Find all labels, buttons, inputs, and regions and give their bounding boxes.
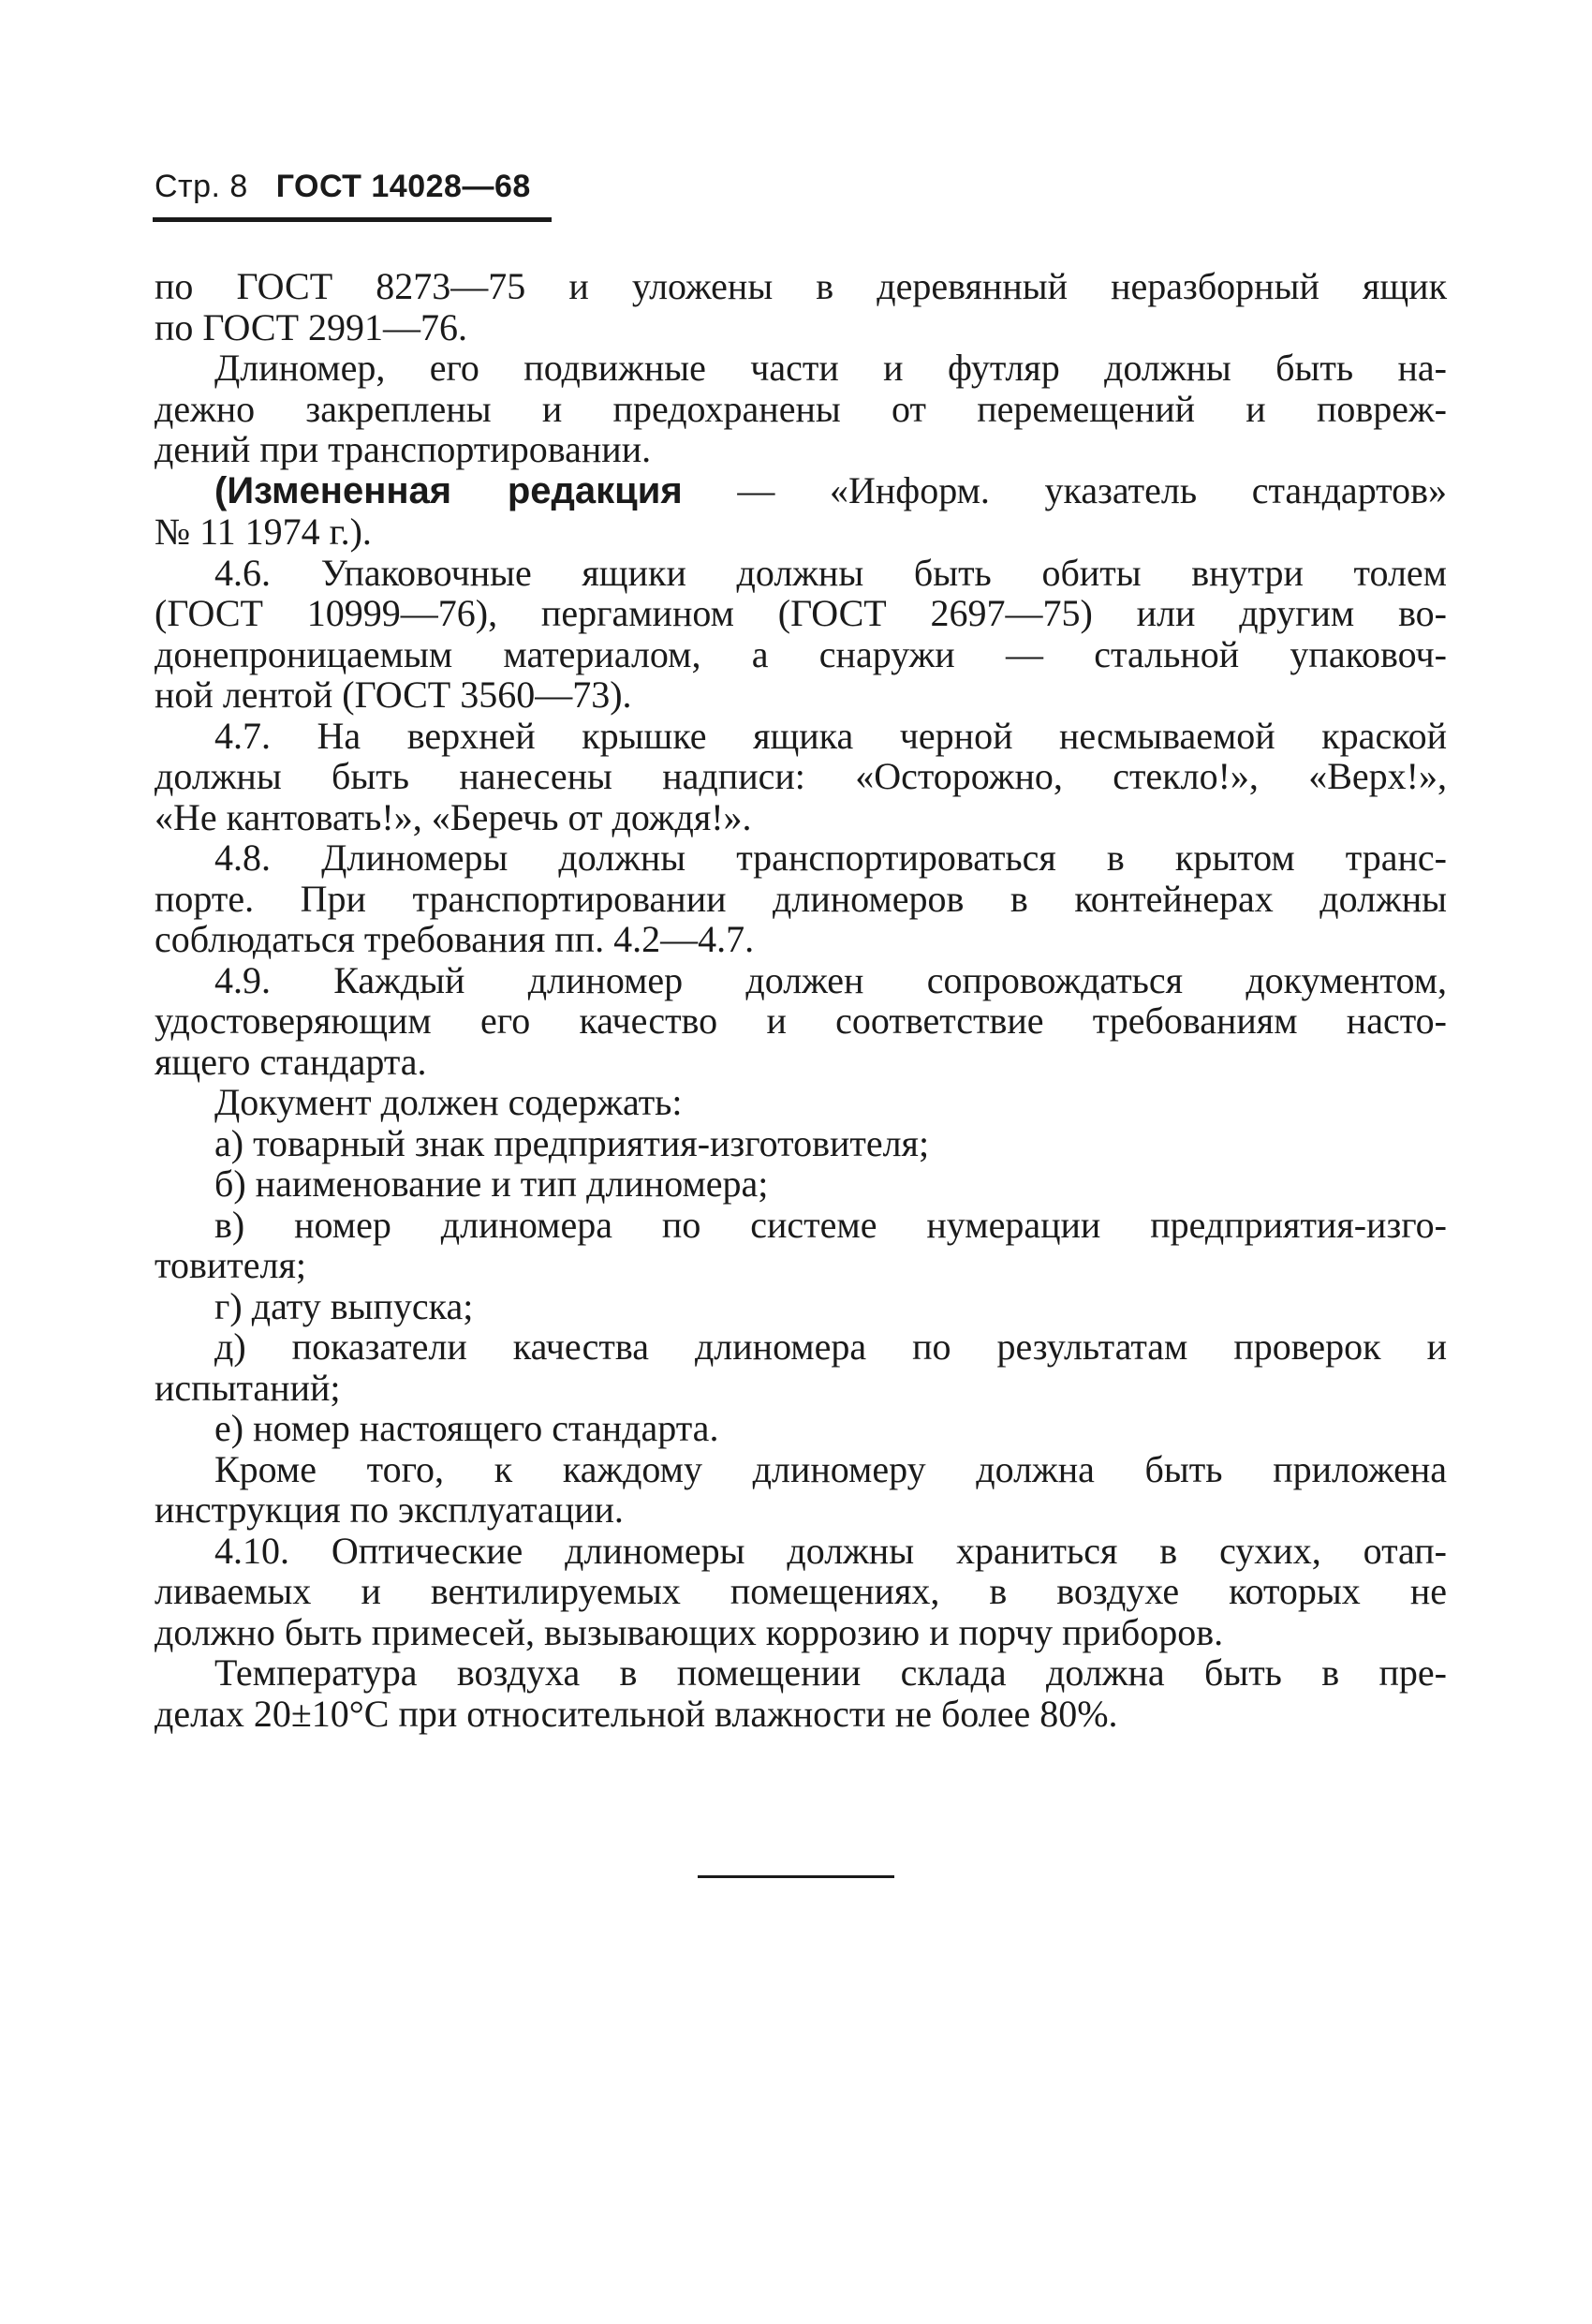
text-line: соблюдаться требования пп. 4.2—4.7.: [155, 918, 755, 960]
end-rule: [698, 1875, 894, 1878]
text-line: делах 20±10°С при относительной влажности не более 80%.: [155, 1692, 1118, 1735]
text-line: 4.10. Оптические длиномеры должны храниться в сухих, отап-: [214, 1529, 1447, 1572]
text-line: удостоверяющим его качество и соответствие требованиям насто-: [155, 999, 1447, 1042]
text-line: № 11 1974 г.).: [155, 511, 372, 553]
text-line: донепроницаемым материалом, а снаружи — стальной упаковоч-: [155, 632, 1447, 675]
text-line: порте. При транспортировании длиномеров в контейнерах должны: [155, 877, 1447, 920]
list-item: г) дату выпуска;: [214, 1284, 474, 1327]
text-line: должно быть примесей, вызывающих коррозию и порчу приборов.: [155, 1610, 1224, 1653]
list-item: б) наименование и тип длиномера;: [214, 1162, 769, 1205]
list-item: а) товарный знак предприятия-изготовителя;: [214, 1121, 930, 1164]
text-line: инструкция по эксплуатации.: [155, 1488, 624, 1531]
page-label: Стр. 8: [155, 169, 248, 204]
text-line: Температура воздуха в помещении склада должна быть в пре-: [214, 1651, 1447, 1694]
text-line: «Не кантовать!», «Беречь от дождя!».: [155, 795, 752, 838]
text-line: 4.8. Длиномеры должны транспортироваться в крытом транс-: [214, 836, 1447, 879]
text-line: ливаемых и вентилируемых помещениях, в воздухе которых не: [155, 1570, 1447, 1612]
text-line: Кроме того, к каждому длиномеру должна быть приложена: [214, 1447, 1447, 1490]
header-spacer: [258, 169, 267, 204]
text-line: 4.6. Упаковочные ящики должны быть обиты внутри толем: [214, 551, 1447, 594]
text-line: должны быть нанесены надписи: «Осторожно, стекло!», «Верх!»,: [155, 755, 1447, 797]
header-rule: [153, 217, 552, 222]
text-line: 4.9. Каждый длиномер должен сопровождаться документом,: [214, 958, 1447, 1001]
text-line: товителя;: [155, 1244, 306, 1286]
body-text: [155, 266, 1447, 1734]
text-line: дежно закреплены и предохранены от перемещений и повреж-: [155, 387, 1447, 430]
text-line: 4.7. На верхней крышке ящика черной несмываемой краской: [214, 714, 1447, 757]
text-line: по ГОСТ 2991—76.: [155, 305, 468, 348]
text-line: ной лентой (ГОСТ 3560—73).: [155, 674, 632, 716]
text-line: [155, 470, 1447, 512]
list-item: е) номер настоящего стандарта.: [214, 1407, 719, 1449]
doc-code: ГОСТ 14028—68: [275, 169, 531, 204]
text-line: ящего стандарта.: [155, 1040, 427, 1083]
text-line: (ГОСТ 10999—76), пергамином (ГОСТ 2697—75) или другим во-: [155, 592, 1447, 634]
list-item: д) показатели качества длиномера по результатам проверок и: [214, 1325, 1447, 1368]
text-line: испытаний;: [155, 1366, 341, 1409]
list-item: в) номер длиномера по системе нумерации предприятия-изго-: [214, 1203, 1447, 1246]
text-line: Документ должен содержать:: [214, 1081, 683, 1123]
running-header: [155, 169, 531, 205]
revision-source: — «Информ. указатель стандартов»: [682, 468, 1448, 511]
text-line: по ГОСТ 8273—75 и уложены в деревянный неразборный ящик: [155, 265, 1447, 307]
text-line: Длиномер, его подвижные части и футляр должны быть на-: [214, 347, 1447, 389]
revision-label: (Измененная редакция: [214, 469, 683, 511]
text-line: дений при транспортировании.: [155, 428, 652, 470]
